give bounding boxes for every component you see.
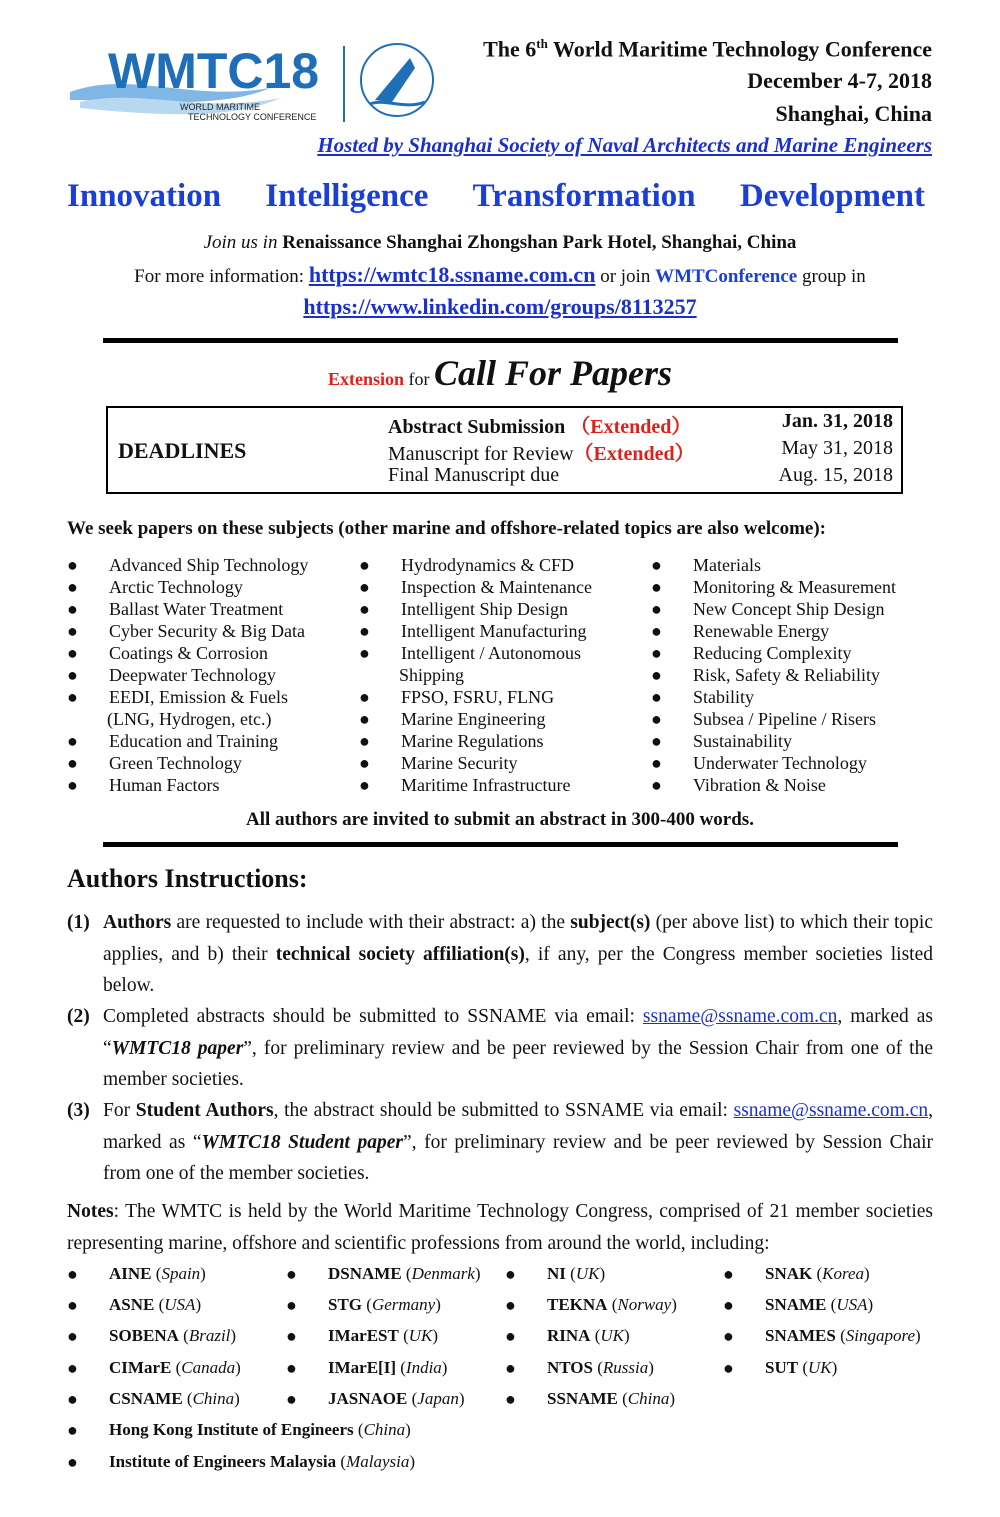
- society-item: IMarE[I] (India): [328, 1357, 448, 1377]
- topic-item: Marine Engineering: [401, 709, 546, 729]
- email-link[interactable]: ssname@ssname.com.cn: [642, 1006, 838, 1027]
- instructions-heading: Authors Instructions:: [67, 864, 308, 893]
- society-item: CSNAME (China): [109, 1388, 240, 1408]
- topic-item: Hydrodynamics & CFD: [401, 555, 574, 575]
- conference-title: The 6th World Maritime Technology Conference: [483, 36, 932, 62]
- topic-item: Inspection & Maintenance: [401, 577, 592, 597]
- topic-item: Cyber Security & Big Data: [109, 621, 305, 641]
- society-item: TEKNA (Norway): [547, 1295, 677, 1315]
- topic-item: Ballast Water Treatment: [109, 599, 284, 619]
- bullet-icon: ●: [651, 731, 662, 751]
- conference-dates: December 4-7, 2018: [747, 68, 932, 93]
- bullet-icon: ●: [67, 775, 78, 795]
- topic-item: Monitoring & Measurement: [693, 577, 896, 597]
- society-item: JASNAOE (Japan): [328, 1388, 465, 1408]
- society-item: SOBENA (Brazil): [109, 1326, 237, 1346]
- bullet-icon: ●: [505, 1295, 516, 1316]
- bullet-icon: ●: [359, 731, 370, 751]
- bullet-icon: ●: [67, 1420, 78, 1440]
- notes-paragraph: Notes: The WMTC is held by the World Maritime Technology Congress, comprised of 21 member societies representing marine, offshore and scientific professions from around the world, including:: [67, 1201, 933, 1254]
- bullet-icon: ●: [723, 1326, 734, 1347]
- bullet-icon: ●: [67, 621, 78, 641]
- bullet-icon: ●: [67, 687, 78, 707]
- theme-intelligence: Intelligence: [265, 178, 429, 214]
- wmtc18-logo: [70, 40, 450, 130]
- group-name: WMTConference: [655, 266, 798, 287]
- abstract-length-note: All authors are invited to submit an abstract in 300-400 words.: [246, 809, 754, 830]
- topic-item: Marine Regulations: [401, 731, 544, 751]
- topic-item: (LNG, Hydrogen, etc.): [107, 709, 272, 729]
- society-item: RINA (UK): [547, 1326, 630, 1346]
- bullet-icon: ●: [286, 1264, 297, 1284]
- bullet-icon: ●: [723, 1295, 734, 1316]
- divider-bottom: [103, 842, 898, 847]
- society-item: CIMarE (Canada): [109, 1357, 241, 1377]
- bullet-icon: ●: [359, 577, 370, 597]
- theme-transformation: Transformation: [472, 178, 696, 214]
- topic-item: Education and Training: [109, 731, 278, 751]
- logo-sub2: TECHNOLOGY CONFERENCE: [188, 112, 317, 122]
- topic-item: Human Factors: [109, 775, 220, 795]
- bullet-icon: ●: [67, 599, 78, 619]
- deadline-row: Abstract Submission （Extended） Jan. 31, 2018: [388, 410, 893, 438]
- bullet-icon: ●: [359, 599, 370, 619]
- topic-item: Intelligent Ship Design: [401, 599, 568, 619]
- theme-innovation: Innovation: [67, 178, 222, 214]
- society-item: Institute of Engineers Malaysia (Malaysia): [109, 1452, 416, 1471]
- society-item: STG (Germany): [328, 1295, 441, 1315]
- bullet-icon: ●: [67, 753, 78, 773]
- topic-item: Risk, Safety & Reliability: [693, 665, 880, 685]
- topic-item: Maritime Infrastructure: [401, 775, 571, 795]
- conference-location: Shanghai, China: [775, 101, 932, 126]
- bullet-icon: ●: [651, 753, 662, 773]
- topic-item: Sustainability: [693, 731, 792, 751]
- society-item: SNAMES (Singapore): [765, 1326, 921, 1346]
- bullet-icon: ●: [67, 1264, 78, 1284]
- topic-item: Coatings & Corrosion: [109, 643, 269, 663]
- topic-item: Green Technology: [109, 753, 242, 773]
- bullet-icon: ●: [359, 709, 370, 729]
- instruction-1: (1) Authors are requested to include with their abstract: a) the subject(s) (per above list) to which their topic applies, and b) their technical society affiliation(s), if any, per the Congress member societies listed below.: [67, 912, 934, 996]
- society-item: NTOS (Russia): [547, 1357, 654, 1377]
- bullet-icon: ●: [505, 1388, 516, 1409]
- topic-item: Arctic Technology: [109, 577, 243, 597]
- bullet-icon: ●: [67, 1452, 78, 1472]
- topic-item: Marine Security: [401, 753, 518, 773]
- instruction-3: (3) For Student Authors, the abstract should be submitted to SSNAME via email: ssname@ssname.com.cn, marked as “WMTC18 Student paper”, for preliminary review and be peer reviewed by Session Chair from one of the member societies.: [67, 1100, 934, 1184]
- society-item: IMarEST (UK): [328, 1326, 439, 1346]
- linkedin-link[interactable]: https://www.linkedin.com/groups/8113257: [303, 294, 697, 319]
- deadline-row: Final Manuscript due Aug. 15, 2018: [388, 464, 893, 486]
- bullet-icon: ●: [651, 687, 662, 707]
- bullet-icon: ●: [505, 1264, 516, 1284]
- society-item: SSNAME (China): [547, 1388, 676, 1408]
- seal-wave-icon: [370, 102, 425, 105]
- topic-item: Stability: [693, 687, 755, 707]
- bullet-icon: ●: [359, 643, 370, 663]
- deadlines-box: [106, 406, 903, 494]
- bullet-icon: ●: [651, 665, 662, 685]
- seek-papers-text: We seek papers on these subjects (other marine and offshore-related topics are also welcome):: [67, 518, 827, 539]
- topic-item: Deepwater Technology: [109, 665, 276, 685]
- website-link[interactable]: https://wmtc18.ssname.com.cn: [308, 262, 596, 287]
- society-item: SNAK (Korea): [765, 1264, 870, 1283]
- bullet-icon: ●: [67, 555, 78, 575]
- bullet-icon: ●: [651, 643, 662, 663]
- society-item: SUT (UK): [765, 1357, 838, 1377]
- divider-top: [103, 338, 898, 343]
- bullet-icon: ●: [359, 775, 370, 795]
- bullet-icon: ●: [67, 731, 78, 751]
- topic-item: Intelligent Manufacturing: [401, 621, 587, 641]
- topic-item: Advanced Ship Technology: [109, 555, 309, 575]
- call-for-papers-heading: Extension for Call For Papers: [327, 353, 673, 393]
- seal-ship-icon: [375, 58, 415, 102]
- bullet-icon: ●: [67, 1357, 78, 1378]
- bullet-icon: ●: [651, 577, 662, 597]
- society-item: AINE (Spain): [109, 1264, 206, 1283]
- bullet-icon: ●: [651, 709, 662, 729]
- bullet-icon: ●: [651, 599, 662, 619]
- more-info-line: For more information: https://wmtc18.ssname.com.cn or join WMTConference group in: [134, 262, 866, 287]
- bullet-icon: ●: [286, 1295, 297, 1316]
- bullet-icon: ●: [651, 775, 662, 795]
- bullet-icon: ●: [505, 1357, 516, 1378]
- bullet-icon: ●: [723, 1357, 734, 1378]
- bullet-icon: ●: [359, 555, 370, 575]
- email-link[interactable]: ssname@ssname.com.cn: [733, 1100, 929, 1121]
- bullet-icon: ●: [651, 621, 662, 641]
- topic-item: Subsea / Pipeline / Risers: [693, 709, 876, 729]
- deadline-row: Manuscript for Review（Extended） May 31, 2018: [388, 437, 893, 465]
- join-line: Join us in Renaissance Shanghai Zhongshan Park Hotel, Shanghai, China: [203, 232, 797, 253]
- bullet-icon: ●: [505, 1326, 516, 1347]
- society-item: SNAME (USA): [765, 1295, 874, 1315]
- topic-item: Materials: [693, 555, 761, 575]
- topic-item: Reducing Complexity: [693, 643, 852, 663]
- bullet-icon: ●: [359, 621, 370, 641]
- society-item: ASNE (USA): [109, 1295, 202, 1315]
- topic-item: Intelligent / Autonomous: [401, 643, 581, 663]
- bullet-icon: ●: [286, 1388, 297, 1409]
- bullet-icon: ●: [359, 687, 370, 707]
- bullet-icon: ●: [67, 1388, 78, 1409]
- topic-item: Shipping: [399, 665, 465, 685]
- bullet-icon: ●: [286, 1326, 297, 1347]
- themes-row: [67, 178, 925, 215]
- bullet-icon: ●: [359, 753, 370, 773]
- bullet-icon: ●: [723, 1264, 734, 1284]
- topic-item: New Concept Ship Design: [693, 599, 885, 619]
- bullet-icon: ●: [286, 1357, 297, 1378]
- topic-item: EEDI, Emission & Fuels: [109, 687, 288, 707]
- bullet-icon: ●: [67, 1326, 78, 1347]
- instruction-2: (2) Completed abstracts should be submitted to SSNAME via email: ssname@ssname.com.cn, marked as “WMTC18 paper”, for preliminary review and be peer reviewed by the Session Chair from one of the member societies.: [67, 1006, 933, 1090]
- bullet-icon: ●: [67, 665, 78, 685]
- deadlines-label: DEADLINES: [118, 438, 247, 463]
- logo-sub1: WORLD MARITIME: [180, 102, 260, 112]
- bullet-icon: ●: [67, 577, 78, 597]
- topic-item: Renewable Energy: [693, 621, 830, 641]
- topic-item: Vibration & Noise: [693, 775, 826, 795]
- topic-item: FPSO, FSRU, FLNG: [401, 687, 555, 707]
- bullet-icon: ●: [651, 555, 662, 575]
- logo-text: WMTC18: [108, 43, 320, 99]
- society-item: DSNAME (Denmark): [328, 1264, 481, 1283]
- hosted-by-link[interactable]: Hosted by Shanghai Society of Naval Architects and Marine Engineers: [317, 133, 932, 157]
- bullet-icon: ●: [67, 643, 78, 663]
- society-item: NI (UK): [547, 1264, 606, 1283]
- society-item: Hong Kong Institute of Engineers (China): [109, 1420, 411, 1439]
- bullet-icon: ●: [67, 1295, 78, 1316]
- topic-item: Underwater Technology: [693, 753, 867, 773]
- theme-development: Development: [739, 178, 925, 214]
